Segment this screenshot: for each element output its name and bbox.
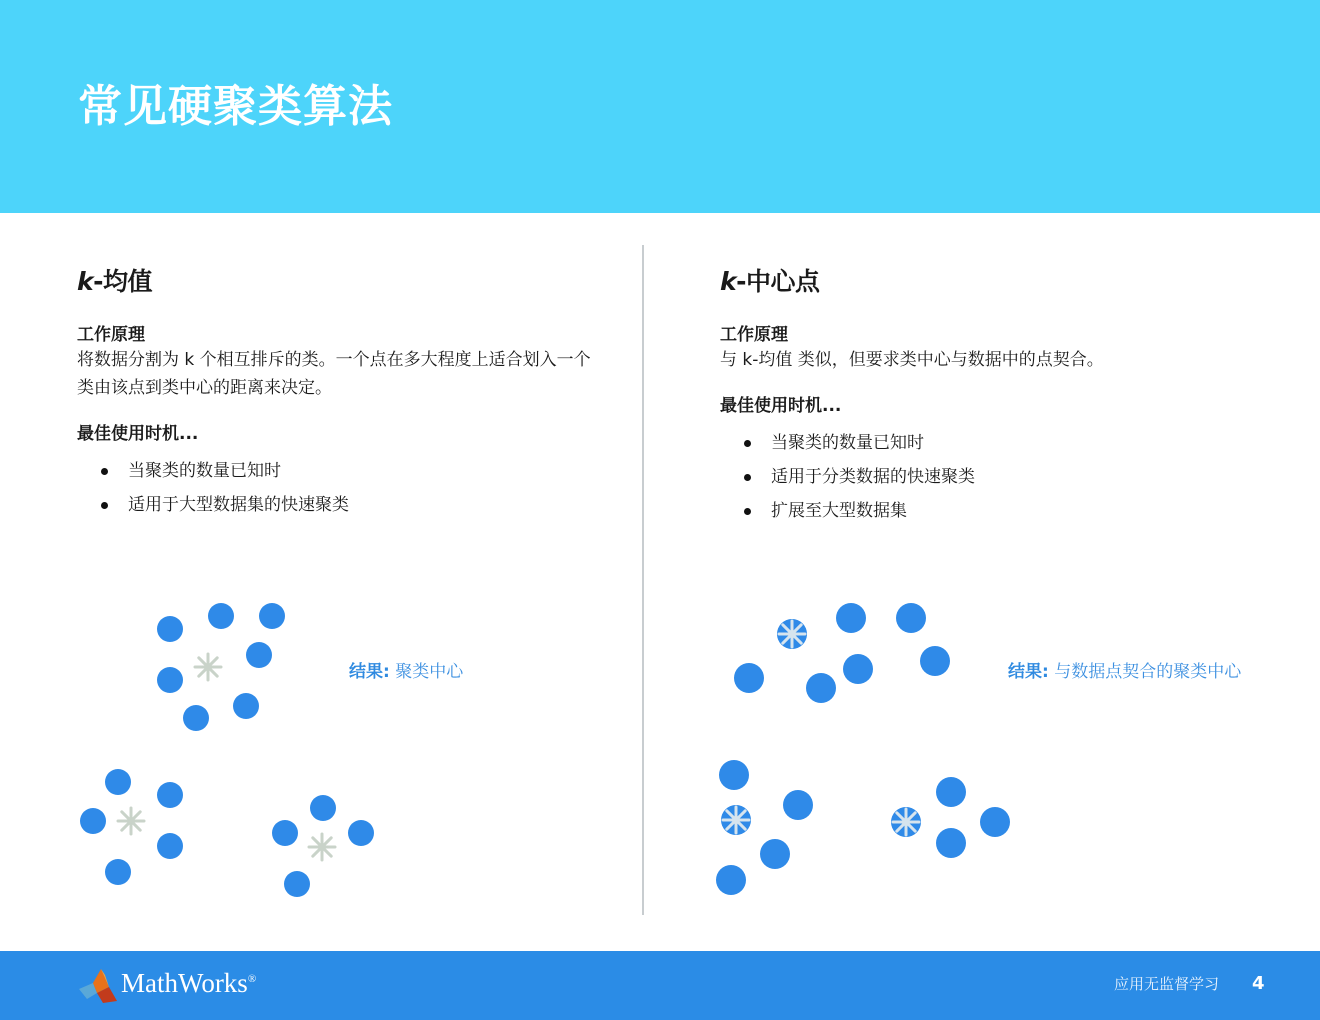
data-point: [105, 859, 131, 885]
data-point: [259, 603, 285, 629]
kmedoids-bullet-list: [720, 426, 1280, 528]
kmedoids-title: [720, 262, 1280, 298]
kmedoids-medoid-markers: [723, 621, 919, 835]
footer-bar: [0, 951, 1320, 1020]
medoid-point: [891, 807, 921, 837]
kmedoids-result-text: 与数据点契合的聚类中心: [1054, 662, 1242, 682]
kmedoids-scatter: [716, 603, 1010, 895]
header-banner: [0, 0, 1320, 213]
kmeans-when-heading: 最佳使用时机...: [77, 424, 199, 444]
centroid-icon: [309, 834, 335, 860]
data-point: [80, 808, 106, 834]
list-item: 当聚类的数量已知时: [720, 426, 1280, 460]
kmeans-how-heading: 工作原理: [77, 325, 145, 345]
kmeans-bullet-list: [77, 454, 607, 522]
data-point: [843, 654, 873, 684]
data-point: [233, 693, 259, 719]
kmeans-title-k: k: [77, 267, 94, 296]
data-point: [806, 673, 836, 703]
kmedoids-how-text: 与 k-均值 类似，但要求类中心与数据中的点契合。: [720, 350, 1104, 370]
footer-section-label: 应用无监督学习: [1114, 975, 1220, 993]
medoid-point: [777, 619, 807, 649]
kmedoids-title-rest: -中心点: [736, 267, 820, 296]
centroid-icon: [195, 654, 221, 680]
data-point: [157, 667, 183, 693]
kmeans-title-rest: -均值: [93, 267, 153, 296]
data-point: [348, 820, 374, 846]
list-item: 当聚类的数量已知时: [77, 454, 607, 488]
list-item: 适用于大型数据集的快速聚类: [77, 488, 607, 522]
kmedoids-section: [720, 262, 1280, 528]
data-point: [734, 663, 764, 693]
kmedoids-when-heading: 最佳使用时机...: [720, 396, 842, 416]
data-point: [936, 828, 966, 858]
data-point: [716, 865, 746, 895]
medoid-star-icon: [779, 621, 805, 647]
kmedoids-result-label: 结果:: [1008, 662, 1049, 682]
kmedoids-how-heading: 工作原理: [720, 325, 788, 345]
kmeans-how-text: 将数据分割为 k 个相互排斥的类。一个点在多大程度上适合划入一个类由该点到类中心的距离来决定。: [77, 350, 591, 398]
data-point: [310, 795, 336, 821]
kmeans-scatter: [80, 603, 374, 897]
data-point: [183, 705, 209, 731]
data-point: [246, 642, 272, 668]
data-point: [760, 839, 790, 869]
kmeans-title: [77, 262, 607, 298]
medoid-point: [721, 805, 751, 835]
data-point: [157, 616, 183, 642]
data-point: [157, 833, 183, 859]
data-point: [783, 790, 813, 820]
kmeans-result-label: 结果:: [349, 662, 390, 682]
data-point: [920, 646, 950, 676]
data-point: [157, 782, 183, 808]
data-point: [896, 603, 926, 633]
medoid-star-icon: [723, 807, 749, 833]
data-point: [272, 820, 298, 846]
medoid-star-icon: [893, 809, 919, 835]
data-point: [980, 807, 1010, 837]
centroid-icon: [118, 808, 144, 834]
kmeans-section: [77, 262, 607, 522]
kmeans-centroids: [118, 654, 335, 860]
logo-wordmark: MathWorks: [121, 968, 248, 998]
kmeans-result-text: 聚类中心: [395, 662, 464, 682]
data-point: [719, 760, 749, 790]
data-point: [105, 769, 131, 795]
kmedoids-title-k: k: [720, 267, 737, 296]
column-divider: [642, 245, 644, 915]
mathworks-membrane-icon: [79, 969, 119, 1003]
list-item: 扩展至大型数据集: [720, 494, 1280, 528]
data-point: [284, 871, 310, 897]
data-point: [208, 603, 234, 629]
data-point: [936, 777, 966, 807]
data-point: [836, 603, 866, 633]
list-item: 适用于分类数据的快速聚类: [720, 460, 1280, 494]
registered-mark: ®: [247, 973, 257, 985]
page-number: 4: [1252, 973, 1265, 994]
mathworks-logo[interactable]: [121, 968, 256, 999]
kmeans-result-caption: [349, 657, 463, 682]
kmedoids-result-caption: [1008, 657, 1241, 682]
page-title: 常见硬聚类算法: [78, 81, 393, 132]
